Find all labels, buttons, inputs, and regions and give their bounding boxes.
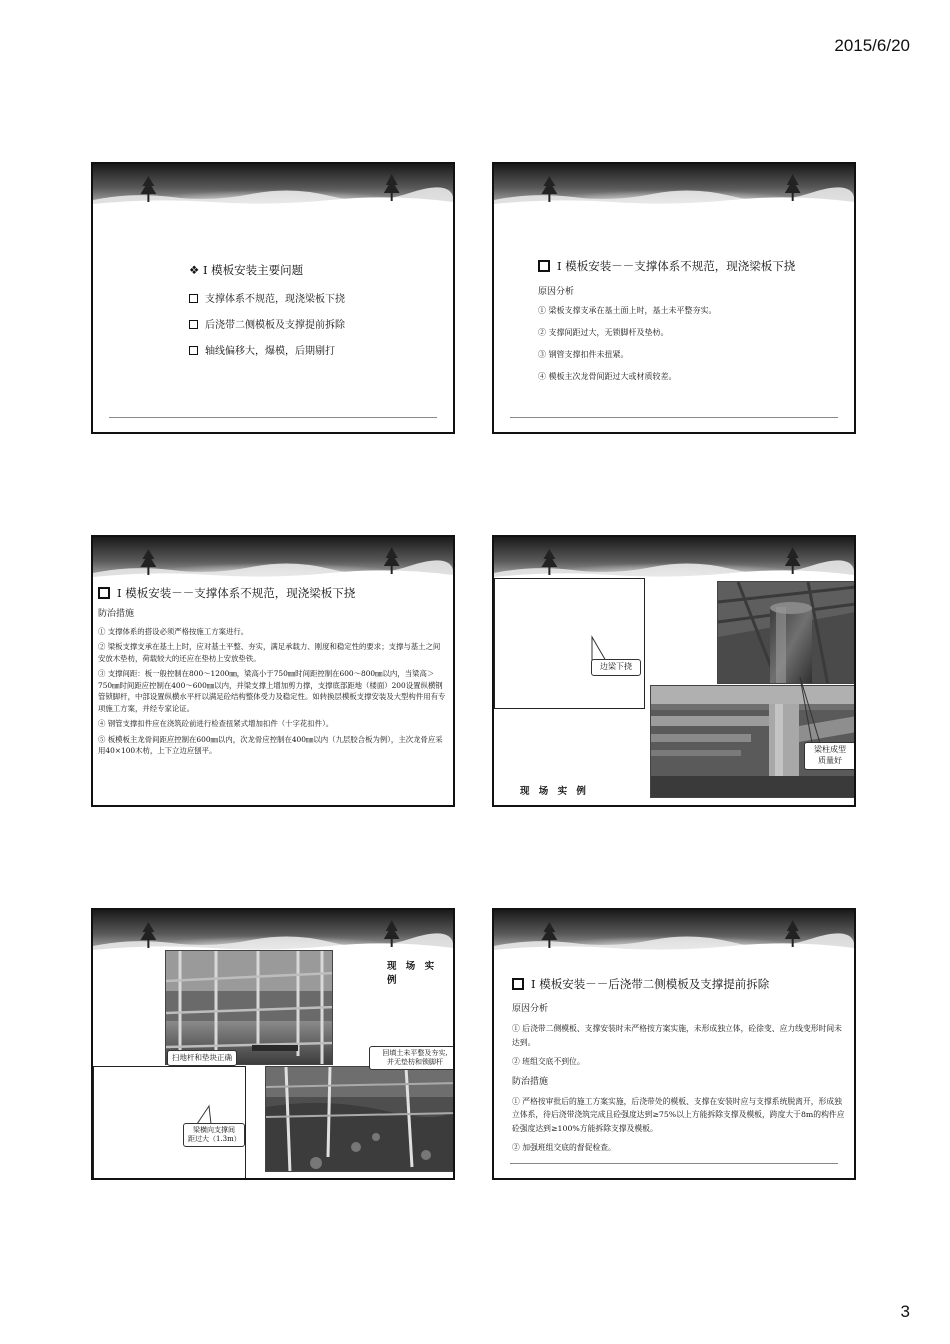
slide-subheading: 原因分析 xyxy=(538,287,575,297)
slide-heading: Ⅰ 模板安装－－支撑体系不规范，现浇梁板下挠 xyxy=(98,585,447,603)
slide-5 xyxy=(91,908,455,1180)
slide-banner xyxy=(93,164,453,208)
slide-footer-line xyxy=(510,1163,838,1164)
slide-1 xyxy=(91,162,455,434)
list-item: ③ 支撑间距：板一般控制在800～1200㎜，梁高小于750㎜时间距控制在600～800㎜以内，当梁高＞750㎜时间距应控制在400～600㎜以内，并梁支撑上增加剪力撑，支撑底部距地（楼面）200设置纵横钢管锁脚杆，中部设置纵横水平杆以满足砼结构整体受力及稳定性。如转换层模板支撑安装及大型构件用有专项施工方案，并经专家论证。 xyxy=(98,669,446,713)
list-item: ③ 钢管支撑扣件未扭紧。 xyxy=(538,350,629,359)
slide-banner xyxy=(494,164,854,208)
list-item: ② 班组交底不到位。 xyxy=(512,1057,585,1067)
slide-4 xyxy=(492,535,856,807)
list-item: ② 加强班组交底的督促检查。 xyxy=(512,1143,616,1153)
list-item: ⑤ 板模板主龙骨间距应控制在600㎜以内，次龙骨应控制在400㎜以内（九层胶合板为例），主次龙骨应采用40×100木枋，上下立边应刨平。 xyxy=(98,734,443,755)
slide-6 xyxy=(492,908,856,1180)
slide-footer-line xyxy=(109,417,437,418)
list-item: ① 后浇带二侧模板、支撑安装时未严格按方案实施，未形成独立体，砼徐变、应力线变形时间未达到。 xyxy=(512,1023,842,1047)
square-bullet-icon xyxy=(98,587,110,599)
slide-content xyxy=(189,262,345,368)
slide-banner xyxy=(494,910,854,954)
list-item: 支撑体系不规范，现浇梁板下挠 xyxy=(189,290,345,305)
slide-banner xyxy=(93,537,453,581)
list-item: ① 梁板支撑支承在基土面上时，基土未平整夯实。 xyxy=(538,306,717,315)
callout-good-quality: 梁柱成型 质量好 xyxy=(804,742,856,770)
page-number: 3 xyxy=(900,1302,910,1321)
callout-leader-lines xyxy=(494,537,856,807)
list-item: ② 支撑间距过大，无锁脚杆及垫枋。 xyxy=(538,328,669,337)
list-item: ④ 钢管支撑扣件应在浇筑砼前进行检查扭紧式增加扣件（十字花扣件）。 xyxy=(98,719,334,729)
callout-leader-lines xyxy=(93,910,455,1180)
slide-heading: ❖ Ⅰ 模板安装主要问题 xyxy=(189,263,304,277)
slide-subheading: 防治措施 xyxy=(512,1076,549,1087)
callout-sweep-rod-correct: 扫地杆和垫块正确 xyxy=(167,1050,237,1066)
square-bullet-icon xyxy=(538,260,550,272)
list-item: ② 梁板支撑支承在基土上时，应对基土平整、夯实，满足承载力、刚度和稳定性的要求；支撑与基土之间安放木垫枋，荷载较大的还应在垫枋上安放垫铁。 xyxy=(98,642,441,663)
diamond-bullet-icon: ❖ xyxy=(189,263,200,277)
slide-content xyxy=(538,258,844,393)
square-bullet-icon xyxy=(189,294,198,303)
callout-beam-deflection: 边梁下挠 xyxy=(591,659,641,676)
list-item: ④ 模板主次龙骨间距过大或材质较差。 xyxy=(538,372,677,381)
slide-3 xyxy=(91,535,455,807)
list-item: ① 支撑体系的搭设必须严格按施工方案进行。 xyxy=(98,626,249,636)
slide-label: 现 场 实 例 xyxy=(387,961,438,986)
slide-content xyxy=(512,974,846,1161)
slide-heading: Ⅰ 模板安装－－支撑体系不规范，现浇梁板下挠 xyxy=(538,258,844,274)
callout-backfill-not-compacted: 回填土未平整及夯实, 并无垫枋和锁脚杆 xyxy=(369,1046,455,1070)
list-item: ① 严格按审批后的施工方案实施，后浇带处的模板、支撑在安装时应与支撑系统脱离开，形成独立体系，待后浇带浇筑完成且砼强度达到≥75%以上方能拆除支撑及模板，跨度大于8m的构件应砼强度达到≥100%方能拆除支撑及模板。 xyxy=(512,1096,845,1133)
slide-label: 现 场 实 例 xyxy=(520,786,589,797)
square-bullet-icon xyxy=(512,978,524,990)
list-item: 轴线偏移大，爆模，后期剔打 xyxy=(189,342,345,357)
square-bullet-icon xyxy=(189,320,198,329)
slide-subheading: 防治措施 xyxy=(98,608,135,619)
square-bullet-icon xyxy=(189,346,198,355)
slide-2 xyxy=(492,162,856,434)
slide-subheading: 原因分析 xyxy=(512,1004,549,1015)
slide-footer-line xyxy=(510,417,838,418)
list-item: 后浇带二侧模板及支撑提前拆除 xyxy=(189,316,345,331)
header-date: 2015/6/20 xyxy=(834,36,910,55)
callout-spacing-too-large: 梁横向支撑间 距过大（1.3m） xyxy=(183,1123,245,1147)
slide-heading: Ⅰ 模板安装－－后浇带二侧模板及支撑提前拆除 xyxy=(512,974,846,994)
slide-content xyxy=(98,585,447,760)
